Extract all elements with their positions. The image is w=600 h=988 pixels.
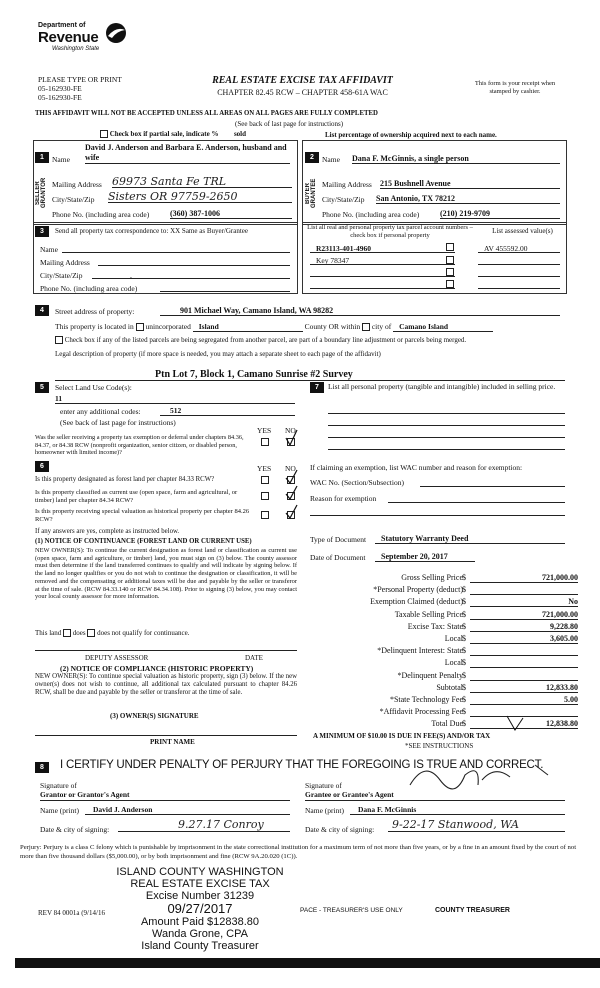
located-label: This property is located in [55, 322, 134, 331]
personal-line-3[interactable] [328, 437, 565, 438]
seller-mail[interactable]: 69973 Santa Fe TRL [112, 175, 292, 188]
does-label: does [72, 629, 86, 637]
financial-label: Subtotal [436, 682, 463, 692]
financial-row [310, 671, 590, 682]
financial-row [310, 707, 590, 718]
grantee-date-city[interactable]: 9-22-17 Stanwood, WA [388, 818, 565, 832]
parcel-line-3 [310, 276, 455, 277]
parcel-header: List all real and personal property tax parcel account numbers – check box if personal property [307, 224, 473, 239]
currency-symbol: $ [462, 597, 466, 607]
section-8-number: 8 [35, 762, 49, 773]
currency-symbol: $ [462, 634, 466, 643]
see-back-instructions: (See back of last page for instructions) [235, 120, 344, 128]
grantee-name-label: Name (print) [305, 806, 344, 815]
financial-value[interactable]: 12,838.80 [470, 719, 578, 729]
city-name[interactable]: Camano Island [393, 322, 493, 332]
financial-row [310, 634, 590, 645]
street-label: Street address of property: [55, 307, 135, 316]
grantor-sig-label-2: Grantor or Grantor's Agent [40, 790, 130, 799]
section-2-number: 2 [305, 152, 319, 163]
financial-label: *Delinquent Penalty [397, 670, 463, 680]
segregated-label: Check box if any of the listed parcels are being segregated from another parcel, are part of a boundary line adjustment or parcels being merged. [64, 336, 467, 344]
buyer-phone-label: Phone No. (including area code) [322, 210, 420, 219]
county-treasurer-label: COUNTY TREASURER [435, 907, 510, 914]
if-yes-note: If any answers are yes, complete as instructed below. [35, 528, 180, 535]
s3-name-label: Name [40, 245, 58, 254]
buyer-city-label: City/State/Zip [322, 195, 365, 204]
doc-date[interactable]: September 20, 2017 [375, 552, 475, 562]
reason-line-1[interactable] [388, 502, 565, 503]
city-of-checkbox[interactable] [362, 323, 370, 331]
section-4-number: 4 [35, 305, 49, 316]
partial-sale-checkbox[interactable] [100, 130, 108, 138]
grantor-name-label: Name (print) [40, 806, 79, 815]
section-6-number: 6 [35, 461, 49, 472]
parcel-3-checkbox[interactable] [446, 268, 454, 276]
land-use-label: Select Land Use Code(s): [55, 383, 132, 392]
financial-label: *Personal Property (deduct) [373, 585, 463, 595]
financial-row [310, 610, 590, 621]
s5-yes-checkbox[interactable] [261, 438, 269, 446]
notice2-title: (2) NOTICE OF COMPLIANCE (HISTORIC PROPERTY) [60, 664, 254, 673]
logo-state: Washington State [52, 46, 100, 52]
rev-number: REV 84 0001a (9/14/16 [38, 909, 105, 917]
doc-type[interactable]: Statutory Warranty Deed [375, 534, 565, 544]
exemption-claim-label: If claiming an exemption, list WAC number and reason for exemption: [310, 463, 523, 472]
certify-statement: I CERTIFY UNDER PENALTY OF PERJURY THAT THE FOREGOING IS TRUE AND CORRECT. [60, 759, 544, 771]
s5-no-header: NO [285, 426, 296, 435]
segregated-row [55, 336, 565, 344]
buyer-name[interactable]: Dana F. McGinnis, a single person [352, 154, 560, 164]
logo-dept: Department of [38, 22, 86, 29]
financial-label: Total Due [431, 719, 463, 729]
s5-no-checkmark-icon [284, 428, 298, 448]
deputy-sign-line[interactable] [35, 650, 297, 651]
see-instructions: *SEE INSTRUCTIONS [405, 742, 474, 750]
assessed-line-2 [478, 264, 560, 265]
receipt-note: This form is your receipt when stamped by cashier. [474, 80, 556, 95]
assessed-line-4 [478, 288, 560, 289]
parcel-2[interactable]: Key 78347 [316, 256, 350, 265]
personal-line-4[interactable] [328, 449, 565, 450]
stamp-line-1: ISLAND COUNTY WASHINGTON [116, 866, 284, 878]
grantor-date-label: Date & city of signing: [40, 825, 110, 834]
logo-revenue: Revenue [38, 29, 99, 46]
currency-symbol: $ [462, 621, 466, 631]
financial-row [310, 597, 590, 608]
logo-swoosh-icon [104, 22, 128, 44]
stamp-line-6: Wanda Grone, CPA [152, 928, 248, 940]
buyer-city[interactable]: San Antonio, TX 78212 [376, 194, 560, 204]
this-land-label: This land [35, 629, 62, 637]
grantee-print-name[interactable]: Dana F. McGinnis [350, 805, 565, 815]
q1-yes-checkbox[interactable] [261, 476, 269, 484]
financial-row [310, 646, 590, 657]
additional-codes-label: enter any additional codes: [60, 407, 141, 416]
parcel-line-1 [310, 252, 455, 253]
financial-label: Gross Selling Price [401, 573, 463, 582]
send-correspondence-label: Send all property tax correspondence to: XX Same as Buyer/Grantee [55, 227, 249, 235]
footer-bar [15, 958, 600, 968]
parcel-2-checkbox[interactable] [446, 256, 454, 264]
q3-yes-checkbox[interactable] [261, 511, 269, 519]
does-not-checkbox[interactable] [87, 629, 95, 637]
stamp-line-2: REAL ESTATE EXCISE TAX [130, 878, 270, 890]
buyer-side-label: BUYER GRANTEE [305, 178, 317, 208]
financial-value[interactable]: 12,833.80 [470, 683, 578, 693]
s5-yes-header: YES [257, 426, 272, 435]
historic-question: Is this property receiving special valuation as historical property per chapter 84.26 RCW? [35, 508, 250, 523]
q3-no-checkmark-icon [284, 503, 298, 521]
additional-codes[interactable]: 512 [160, 406, 295, 416]
s3-mail-label: Mailing Address [40, 258, 90, 267]
financial-label: Local [444, 658, 463, 668]
financial-label: *Affidavit Processing Fee [379, 707, 463, 717]
legal-label: Legal description of property (if more space is needed, you may attach a separate sheet to each page of the affidavit) [55, 350, 381, 358]
seller-name[interactable]: David J. Anderson and Barbara E. Anderson, husband and wife [85, 143, 290, 164]
financial-row [310, 658, 590, 669]
financial-label: Excise Tax: State [407, 621, 463, 631]
s6-no-header: NO [285, 464, 296, 473]
assessed-line-1 [478, 252, 560, 253]
section-5-number: 5 [35, 382, 49, 393]
does-checkbox[interactable] [63, 629, 71, 637]
seller-city[interactable]: Sisters OR 97759-2650 [108, 190, 292, 203]
financial-value[interactable]: 5.00 [470, 695, 578, 705]
personal-property-label: List all personal property (tangible and intangible) included in selling price. [328, 382, 556, 391]
deputy-date-label: DATE [245, 654, 263, 662]
assessed-header: List assessed value(s) [492, 227, 553, 235]
form-title: REAL ESTATE EXCISE TAX AFFIDAVIT [212, 75, 393, 86]
grantee-sig-label-2: Grantee or Grantee's Agent [305, 790, 394, 799]
grantee-date-label: Date & city of signing: [305, 825, 375, 834]
grantor-sig-label-1: Signature of [40, 781, 77, 790]
financial-value[interactable] [470, 671, 578, 681]
current-use-question: Is this property classified as current use (open space, farm and agricultural, or timber) land per chapter 84.34 RCW? [35, 489, 238, 504]
grantor-signature-line[interactable] [40, 800, 290, 801]
s3-city-label: City/State/Zip [40, 271, 83, 280]
s3-phone-label: Phone No. (including area code) [40, 284, 138, 293]
form-number-1: 05-162930-FE [38, 84, 82, 93]
buyer-name-label: Name [322, 155, 340, 164]
grantor-date-city[interactable]: 9.27.17 Conroy [118, 818, 290, 832]
section-1-number: 1 [35, 152, 49, 163]
s3-city-line [92, 278, 290, 279]
financial-value[interactable] [470, 585, 578, 595]
county-label: County OR within [304, 322, 361, 331]
s3-mail-line[interactable] [98, 265, 290, 266]
s3-name-line[interactable] [62, 252, 290, 253]
wac-label: WAC No. (Section/Subsection) [310, 478, 404, 487]
owner-signature-line[interactable] [35, 735, 297, 736]
notice2-body: NEW OWNER(S): To continue special valuation as historic property, sign (3) below. If the new owner(s) does not wish to continue, all additional tax calculated pursuant to chapter 84.26 RCW, shall be due and payable by the seller or transferor at the time of sale. [35, 673, 297, 696]
stamp-line-7: Island County Treasurer [141, 940, 259, 952]
financial-value[interactable]: 3,605.00 [470, 634, 578, 644]
financial-value[interactable]: 9,228.80 [470, 622, 578, 632]
grantor-print-name[interactable]: David J. Anderson [85, 805, 290, 815]
financial-value[interactable] [470, 646, 578, 656]
dor-logo [38, 22, 148, 62]
financial-label: *State Technology Fee [389, 695, 463, 704]
parcel-line-4 [310, 288, 455, 289]
financial-label: Taxable Selling Price [394, 609, 463, 619]
stamp-line-5: Amount Paid $12838.80 [140, 916, 260, 928]
currency-symbol: $ [462, 719, 466, 729]
s6-yes-header: YES [257, 464, 272, 473]
seller-phone-label: Phone No. (including area code) [52, 210, 150, 219]
notice1-body: NEW OWNER(S): To continue the current designation as forest land or classification as current use (open space, farm and agriculture, or timber) land, you must sign on (3) below. The county assessor must then determine if the land transferred continues to qualify and will indicate by signing below. If the land no longer qualifies or you do not wish to continue the designation or classification, it will be removed and the compensating or additional taxes will be due and payable by the seller or transferor at the time of sale. (RCW 84.33.140 or RCW 84.34.108). Prior to signing (3) below, you may contact your local county assessor for more information. [35, 547, 297, 601]
legal-description[interactable]: Ptn Lot 7, Block 1, Camano Sunrise #2 Survey [55, 369, 565, 381]
financial-row [310, 695, 590, 706]
street-address[interactable]: 901 Michael Way, Camano Island, WA 98282 [160, 306, 560, 316]
seller-mail-label: Mailing Address [52, 180, 102, 189]
city-of-label: city of [371, 322, 392, 331]
s5-see-back: (See back of last page for instructions) [60, 418, 176, 427]
segregated-checkbox[interactable] [55, 336, 63, 344]
does-not-label: does not qualify for continuance. [97, 629, 190, 637]
section-7-number: 7 [310, 382, 324, 393]
currency-symbol: $ [462, 707, 466, 717]
s3-phone-line[interactable] [160, 291, 290, 292]
grantee-signature-line[interactable] [305, 800, 565, 801]
warning-text: THIS AFFIDAVIT WILL NOT BE ACCEPTED UNLESS ALL AREAS ON ALL PAGES ARE FULLY COMPLETED [35, 110, 378, 117]
q2-no-checkmark-icon [284, 484, 298, 502]
grantee-signature-scribble [400, 755, 550, 800]
financial-label: Local [444, 634, 463, 643]
financial-row [310, 585, 590, 596]
notice1-title: (1) NOTICE OF CONTINUANCE (FOREST LAND OR CURRENT USE) [35, 538, 252, 545]
exemption-question: Was the seller receiving a property tax exemption or deferral under chapters 84.36, 84.37, or 84.38 RCW (nonprofit organization, senior citizen, or disabled person, homeowner with limited income)? [35, 434, 244, 456]
currency-symbol: $ [462, 646, 466, 656]
located-row [55, 322, 565, 332]
parcel-4-checkbox[interactable] [446, 280, 454, 288]
seller-city-label: City/State/Zip [52, 195, 95, 204]
financial-value[interactable]: No [470, 597, 578, 607]
financial-value[interactable]: 721,000.00 [470, 610, 578, 620]
parcel-line-2 [310, 264, 455, 265]
deputy-assessor-label: DEPUTY ASSESSOR [85, 654, 149, 662]
buyer-mail-label: Mailing Address [322, 180, 372, 189]
print-name-label: PRINT NAME [150, 738, 195, 746]
total-due-mark-icon [505, 714, 525, 734]
financial-row [310, 573, 590, 584]
doc-type-label: Type of Document [310, 535, 367, 544]
doc-date-label: Date of Document [310, 553, 366, 562]
stamp-line-3: Excise Number 31239 [145, 890, 255, 902]
currency-symbol: $ [462, 609, 466, 619]
personal-line-2[interactable] [328, 425, 565, 426]
buyer-phone[interactable]: (210) 219-9709 [440, 209, 560, 219]
financial-value[interactable] [470, 658, 578, 668]
treasurer-stamp [100, 866, 300, 952]
seller-side-label: SELLER GRANTOR [35, 177, 47, 209]
stamp-line-4: 09/27/2017 [167, 901, 233, 916]
section-3-number: 3 [35, 226, 49, 237]
minimum-note: A MINIMUM OF $10.00 IS DUE IN FEE(S) AND/OR TAX [313, 732, 491, 740]
partial-sale-row [100, 130, 246, 138]
s3-city-value[interactable]: , [130, 271, 132, 280]
sold-label: sold [233, 130, 247, 138]
wac-line[interactable] [420, 486, 565, 487]
assessed-1[interactable]: AV 455592.00 [484, 244, 528, 253]
financial-label: *Delinquent Interest: State [377, 646, 463, 656]
form-subtitle: CHAPTER 82.45 RCW – CHAPTER 458-61A WAC [217, 88, 388, 97]
financial-row [310, 683, 590, 694]
treasurer-use-label: PACE - TREASURER'S USE ONLY [300, 907, 403, 914]
currency-symbol: $ [462, 573, 466, 582]
forest-question: Is this property designated as forest land per chapter 84.33 RCW? [35, 476, 215, 483]
reason-line-2[interactable] [310, 515, 565, 516]
form-number-2: 05-162930-FE [38, 93, 82, 102]
financial-row [310, 719, 590, 730]
q2-yes-checkbox[interactable] [261, 492, 269, 500]
assessed-line-3 [478, 276, 560, 277]
parcel-1-checkbox[interactable] [446, 243, 454, 251]
reason-label: Reason for exemption [310, 494, 377, 503]
currency-symbol: $ [462, 658, 466, 668]
buyer-mail[interactable]: 215 Bushnell Avenue [380, 179, 560, 189]
currency-symbol: $ [462, 670, 466, 680]
financial-value[interactable]: 721,000.00 [470, 573, 578, 583]
unincorporated-checkbox[interactable] [136, 323, 144, 331]
parcel-1[interactable]: R23113-401-4960 [316, 244, 371, 253]
financial-label: Exemption Claimed (deduct) [370, 597, 463, 607]
seller-phone[interactable]: (360) 387-1006 [170, 209, 292, 219]
ownership-note: List percentage of ownership acquired next to each name. [325, 131, 497, 139]
print-note: PLEASE TYPE OR PRINT [38, 75, 122, 84]
seller-name-label: Name [52, 155, 70, 164]
unincorporated-label: unincorporated [145, 322, 191, 331]
land-use-code[interactable]: 11 [55, 394, 295, 404]
financial-row [310, 622, 590, 633]
currency-symbol: $ [462, 695, 466, 704]
perjury-note: Perjury: Perjury is a class C felony which is punishable by imprisonment in the state correctional institution for a maximum term of not more than five years, or by a fine in an amount fixed by the court of not more than five thousand dollars ($5,000.00), or by both imprisonment and fine (RCW 9A.20.020 (1C)). [20, 844, 577, 860]
continuance-row [35, 629, 189, 637]
currency-symbol: $ [462, 585, 466, 595]
owner-signature-label: (3) OWNER(S) SIGNATURE [110, 712, 199, 720]
personal-line-1[interactable] [328, 413, 565, 414]
grantee-sig-label-1: Signature of [305, 781, 342, 790]
currency-symbol: $ [462, 682, 466, 692]
partial-sale-label: Check box if partial sale, indicate % [109, 130, 219, 138]
county-name[interactable]: Island [193, 322, 303, 332]
